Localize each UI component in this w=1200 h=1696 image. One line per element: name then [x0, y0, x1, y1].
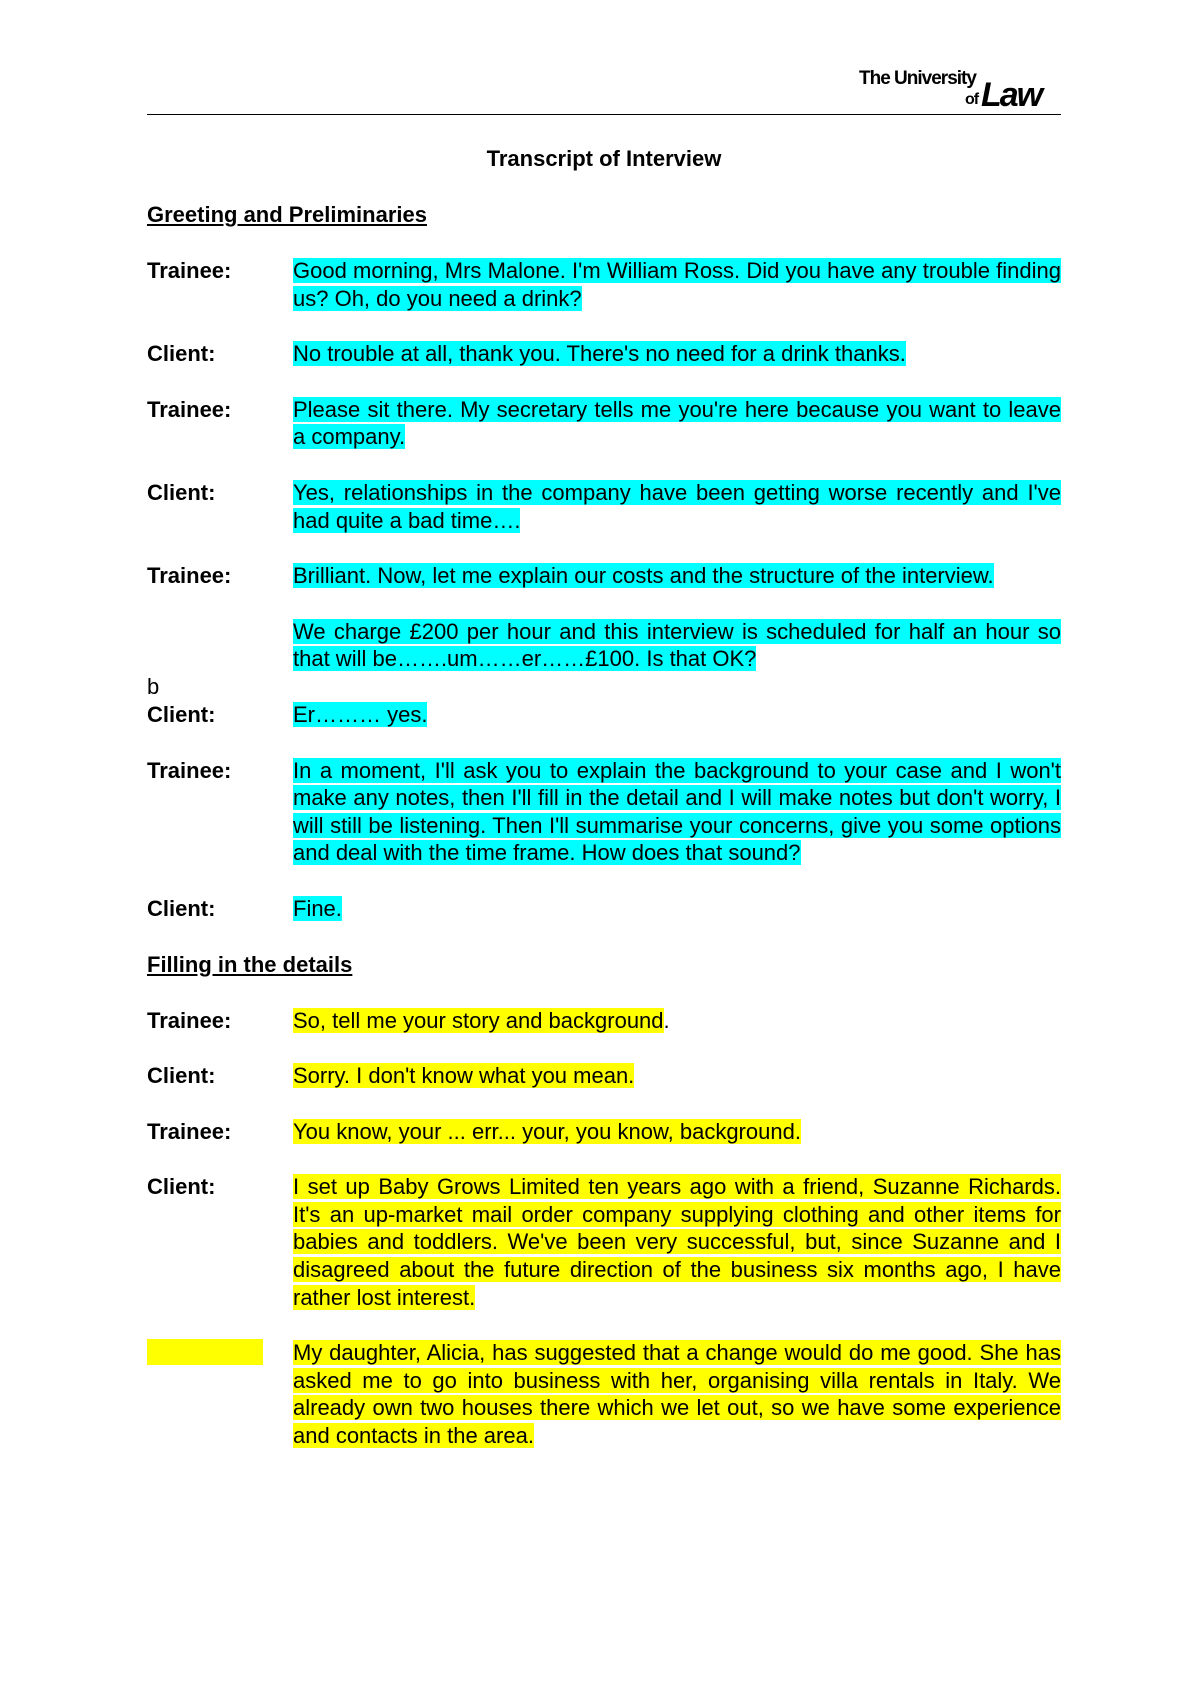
turn-4: [147, 479, 1061, 534]
utterance: [293, 1339, 1061, 1449]
logo-text-of: of: [965, 91, 979, 108]
speaker-label: Client:: [147, 479, 216, 505]
utterance: [293, 479, 1061, 534]
utterance: [293, 562, 1061, 590]
utterance: [293, 701, 1061, 729]
utterance-text: You know, your ... err... your, you know, background.: [293, 1118, 801, 1144]
utterance-text: In a moment, I'll ask you to explain the background to your case and I won't make any notes, then I'll fill in the detail and I will make notes but don't worry, I will still be listening. Then I'll summarise your concerns, give you some options and deal with the time frame. How does that sound?: [293, 757, 1061, 866]
left-margin-highlight: [147, 1339, 263, 1365]
speaker-label: Client:: [147, 1174, 216, 1200]
utterance-text: So, tell me your story and background: [293, 1007, 664, 1033]
stray-character: b: [147, 673, 160, 699]
utterance-tail: .: [663, 1007, 670, 1033]
utterance: [293, 396, 1061, 451]
turn-5: [147, 562, 1061, 590]
turn-7: [147, 701, 1061, 729]
utterance: [293, 340, 1061, 368]
utterance-text: My daughter, Alicia, has suggested that a change would do me good. She has asked me to go into business with her, organising villa rentals in Italy. We already own two houses there which we let out, so we have some experience and contacts in the area.: [293, 1340, 1061, 1449]
section-heading-details: Filling in the details: [147, 951, 353, 977]
utterance: [293, 895, 1061, 923]
utterance-text: Er……… yes.: [293, 701, 428, 727]
document-body: [147, 145, 1061, 1450]
turn-14: [147, 1339, 1061, 1449]
utterance: [293, 757, 1061, 867]
speaker-label: Client:: [147, 701, 216, 727]
utterance-text: Yes, relationships in the company have been getting worse recently and I've had quite a bad time….: [293, 479, 1061, 533]
speaker-label: Trainee:: [147, 258, 232, 283]
utterance-text: I set up Baby Grows Limited ten years ago with a friend, Suzanne Richards. It's an up-market mail order company supplying clothing and other items for babies and toddlers. We've been very successful, but, since Suzanne and I disagreed about the future direction of the business six months ago, I have rather lost interest.: [293, 1174, 1061, 1310]
speaker-label: Client:: [147, 895, 216, 921]
section-heading-greeting: Greeting and Preliminaries: [147, 202, 427, 227]
utterance: [293, 1062, 1061, 1090]
speaker-label: Trainee:: [147, 396, 232, 422]
logo-text-the-university: The University: [859, 68, 976, 89]
utterance: [293, 1173, 1061, 1311]
speaker-label: Trainee:: [147, 757, 232, 783]
turn-11: [147, 1062, 1061, 1090]
turn-8: [147, 757, 1061, 867]
utterance: [293, 618, 1061, 673]
turn-1: [147, 257, 1061, 312]
speaker-label: Trainee:: [147, 1007, 232, 1033]
turn-2: [147, 340, 1061, 368]
speaker-label: Trainee:: [147, 563, 232, 589]
utterance-text: Sorry. I don't know what you mean.: [293, 1063, 635, 1089]
speaker-label: Client:: [147, 341, 216, 367]
section-details: [147, 1007, 1061, 1450]
university-of-law-logo: [855, 66, 1067, 110]
utterance: [293, 1007, 1061, 1035]
header-rule: [147, 114, 1061, 115]
utterance: [293, 257, 1061, 312]
turn-3: [147, 396, 1061, 451]
turn-9: [147, 895, 1061, 923]
speaker-label: Trainee:: [147, 1118, 232, 1144]
utterance-text: Good morning, Mrs Malone. I'm William Ross. Did you have any trouble finding us? Oh, do you need a drink?: [293, 258, 1061, 311]
turn-13: [147, 1173, 1061, 1311]
logo-text-law: Law: [981, 76, 1042, 110]
speaker-label: Client:: [147, 1063, 216, 1089]
turn-12: [147, 1118, 1061, 1146]
utterance: [293, 1118, 1061, 1146]
turn-6: [147, 618, 1061, 673]
utterance-text: No trouble at all, thank you. There's no need for a drink thanks.: [293, 341, 906, 367]
document-title: Transcript of Interview: [486, 146, 722, 171]
utterance-text: Brilliant. Now, let me explain our costs and the structure of the interview.: [293, 563, 994, 589]
utterance-text: We charge £200 per hour and this interview is scheduled for half an hour so that will be…….um……er……£100. Is that OK?: [293, 618, 1061, 672]
utterance-text: Please sit there. My secretary tells me you're here because you want to leave a company.: [293, 396, 1061, 450]
turn-10: [147, 1007, 1061, 1035]
utterance-text: Fine.: [293, 895, 342, 921]
section-greeting: [147, 257, 1061, 923]
